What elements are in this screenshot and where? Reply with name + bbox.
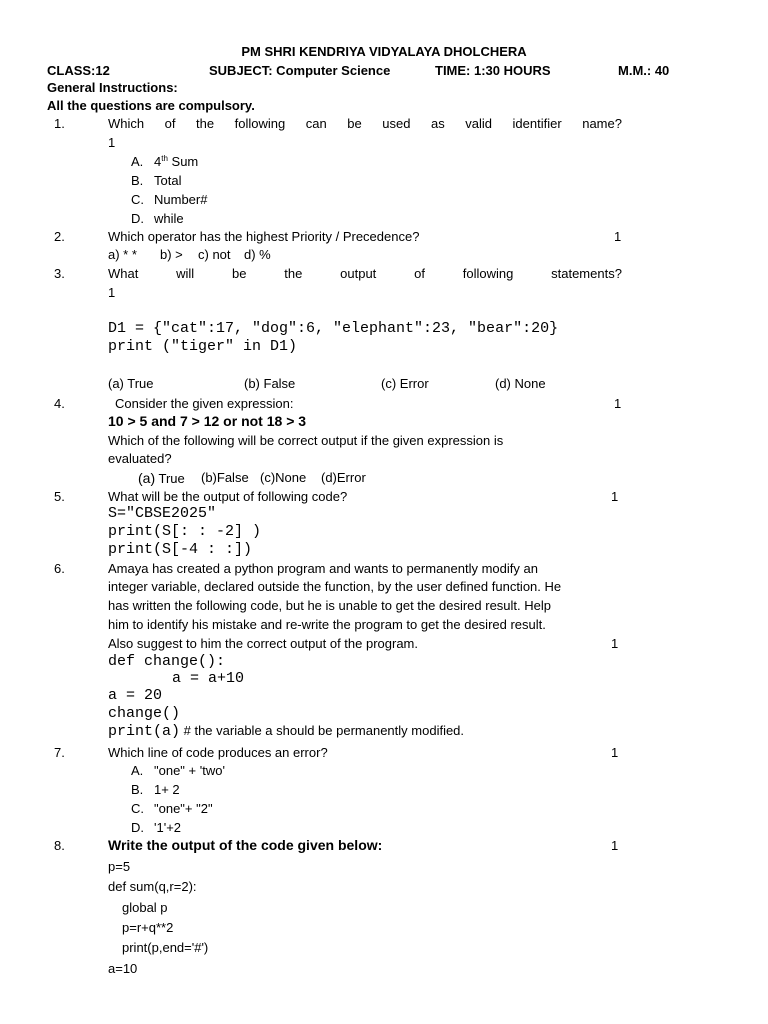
code-line: global p (122, 900, 168, 915)
question-marks: 1 (611, 489, 619, 504)
instructions-text: All the questions are compulsory. (47, 98, 255, 113)
option-text: (b)False (201, 470, 249, 485)
code-line: change() (108, 705, 181, 722)
question-marks: 1 (108, 135, 116, 150)
code-line: print(a) # the variable a should be permanently modified. (108, 723, 465, 740)
question-text: Which operator has the highest Priority / Precedence? (108, 229, 420, 244)
option-text: (a) True (108, 376, 154, 391)
subject-label: SUBJECT: Computer Science (209, 63, 391, 78)
question-marks: 1 (611, 838, 619, 853)
question-text: Also suggest to him the correct output of the program. (108, 636, 418, 651)
code-line: def change(): (108, 653, 226, 670)
code-line: a=10 (108, 961, 138, 976)
option-text: '1'+2 (154, 820, 182, 835)
max-marks-label: M.M.: 40 (618, 63, 670, 78)
code-line: def sum(q,r=2): (108, 879, 197, 894)
question-number: 7. (54, 745, 65, 760)
option-text: 1+ 2 (154, 782, 180, 797)
option-text: b) > (160, 247, 183, 262)
option-text: while (154, 211, 184, 226)
option-text: Number# (154, 192, 208, 207)
question-marks: 1 (611, 745, 619, 760)
code-line: print(S[: : -2] ) (108, 523, 262, 540)
option-text: "one"+ "2" (154, 801, 213, 816)
option-text: (d) None (495, 376, 546, 391)
question-text: Which of the following will be correct output if the given expression is (108, 433, 504, 448)
question-number: 6. (54, 561, 65, 576)
code-line: a = a+10 (172, 670, 245, 687)
time-label: TIME: 1:30 HOURS (435, 63, 551, 78)
question-number: 4. (54, 396, 65, 411)
option-text: (b) False (244, 376, 296, 391)
option-text: (c)None (260, 470, 307, 485)
instructions-title: General Instructions: (47, 80, 178, 95)
code-line: D1 = {"cat":17, "dog":6, "elephant":23, "bear":20} (108, 320, 559, 337)
option-text: a) * * (108, 247, 137, 262)
question-text: Write the output of the code given below: (108, 837, 383, 853)
question-text: evaluated? (108, 451, 172, 466)
question-text: What will be the output of following statements? (108, 266, 622, 281)
option-text: (c) Error (381, 376, 429, 391)
question-text: Amaya has created a python program and wants to permanently modify an (108, 561, 538, 576)
code-line: print ("tiger" in D1) (108, 338, 298, 355)
option-text: 4th Sum (154, 154, 199, 169)
school-name: PM SHRI KENDRIYA VIDYALAYA DHOLCHERA (241, 44, 527, 59)
option-label: C. (131, 192, 144, 207)
code-line: print(S[-4 : :]) (108, 541, 253, 558)
option-text: "one" + 'two' (154, 763, 225, 778)
question-number: 1. (54, 116, 65, 131)
code-line: a = 20 (108, 687, 163, 704)
code-line: p=r+q**2 (122, 920, 174, 935)
code-line: S="CBSE2025" (108, 505, 217, 522)
question-number: 8. (54, 838, 65, 853)
question-marks: 1 (108, 285, 116, 300)
question-number: 3. (54, 266, 65, 281)
question-marks: 1 (611, 636, 619, 651)
option-label: A. (131, 763, 144, 778)
option-text: (a) True (138, 470, 185, 486)
question-text: integer variable, declared outside the function, by the user defined function. He (108, 579, 562, 594)
question-text: him to identify his mistake and re-write the program to get the desired result. (108, 617, 546, 632)
option-text: d) % (244, 247, 271, 262)
option-text: (d)Error (321, 470, 366, 485)
question-number: 2. (54, 229, 65, 244)
question-number: 5. (54, 489, 65, 504)
option-text: c) not (198, 247, 231, 262)
question-text: has written the following code, but he is unable to get the desired result. Help (108, 598, 551, 613)
question-marks: 1 (614, 229, 622, 244)
question-text: Which of the following can be used as valid identifier name? (108, 116, 622, 131)
expression-text: 10 > 5 and 7 > 12 or not 18 > 3 (108, 413, 307, 429)
question-text: Which line of code produces an error? (108, 745, 328, 760)
option-text: Total (154, 173, 182, 188)
option-label: B. (131, 173, 144, 188)
option-label: D. (131, 820, 144, 835)
question-marks: 1 (614, 396, 622, 411)
code-line: print(p,end='#') (122, 940, 209, 955)
option-label: B. (131, 782, 144, 797)
option-label: C. (131, 801, 144, 816)
option-label: A. (131, 154, 144, 169)
option-label: D. (131, 211, 144, 226)
question-text: Consider the given expression: (115, 396, 294, 411)
question-text: What will be the output of following code? (108, 489, 348, 504)
code-line: p=5 (108, 859, 131, 874)
class-label: CLASS:12 (47, 63, 110, 78)
